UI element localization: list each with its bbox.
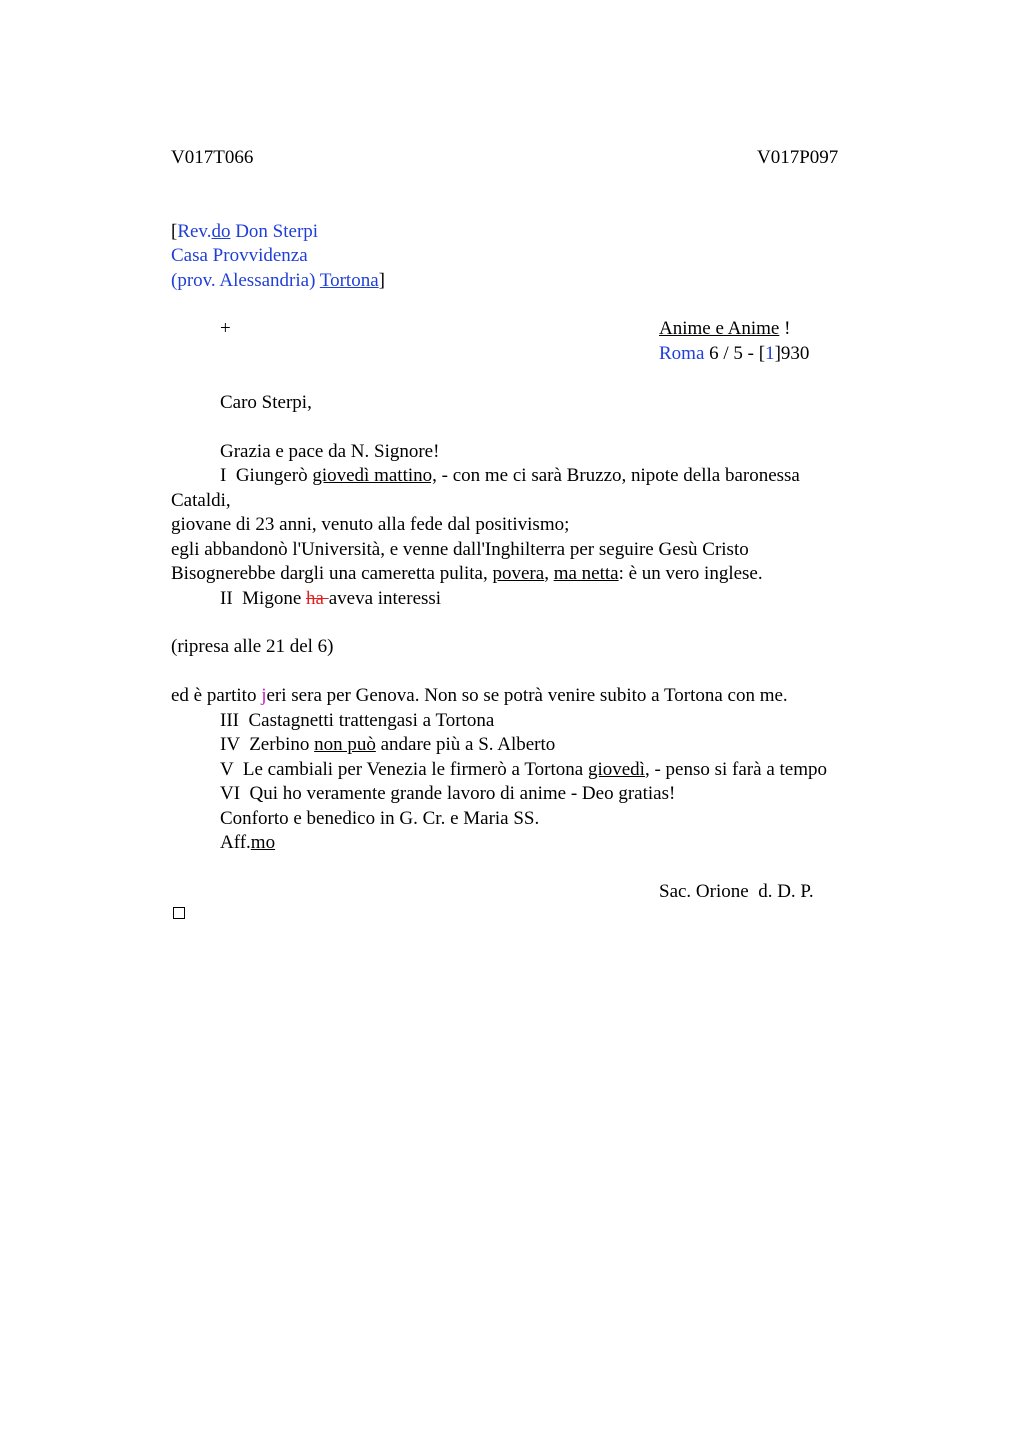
paragraph-4 <box>220 733 555 757</box>
cross-symbol: + <box>220 318 231 339</box>
affectionately <box>220 831 275 855</box>
address-province: (prov. Alessandria) <box>171 270 320 291</box>
motto-end: ! <box>779 318 791 339</box>
p2-text-a: II Migone <box>220 588 307 609</box>
date-year-digit: 1 <box>765 343 775 364</box>
signature: Sac. Orione d. D. P. <box>659 881 814 902</box>
address-name: Don Sterpi <box>230 221 319 242</box>
p5-text-b: , - penso si farà a tempo <box>644 759 827 780</box>
paragraph-1-line-1 <box>220 464 800 488</box>
p5-underlined: giovedì <box>587 759 645 780</box>
p1-l5-underlined-1: povera <box>492 563 545 584</box>
paragraph-1-line-2: Cataldi, <box>171 490 231 511</box>
address-open-bracket: [ <box>171 221 178 242</box>
document-code-left: V017T066 <box>171 147 254 168</box>
address-rev: Rev. <box>177 221 212 242</box>
p1-l5-comma: , <box>544 563 554 584</box>
p4-text-a: IV Zerbino <box>220 734 315 755</box>
p4-text-b: andare più a S. Alberto <box>375 734 556 755</box>
p1-text-a: I Giungerò <box>220 465 313 486</box>
address-close-bracket: ] <box>378 270 385 291</box>
p2c-text-b: eri sera per Genova. Non so se potrà venire subito a Tortona con me. <box>266 685 788 706</box>
address-line-3 <box>171 269 385 293</box>
address-line-2: Casa Provvidenza <box>171 245 308 266</box>
document-code-right: V017P097 <box>757 147 839 168</box>
motto-text: Anime e Anime <box>659 318 780 339</box>
date-part-a: 6 / 5 - [ <box>704 343 766 364</box>
address-line-1 <box>171 220 318 244</box>
address-city: Tortona <box>319 270 379 291</box>
address-rev-sup: do <box>211 221 231 242</box>
end-marker-box <box>173 907 185 919</box>
p1-l5-text-a: Bisognerebbe dargli una cameretta pulita, <box>171 563 493 584</box>
date-part-b: ]930 <box>774 343 810 364</box>
p2-text-b: aveva interessi <box>328 588 442 609</box>
place: Roma <box>659 343 705 364</box>
p1-l5-underlined-2: ma netta <box>553 563 619 584</box>
motto <box>659 317 790 341</box>
place-date <box>659 342 809 366</box>
paragraph-1-line-3: giovane di 23 anni, venuto alla fede dal positivismo; <box>171 514 570 535</box>
p2c-inserted-letter: j <box>261 685 267 706</box>
paragraph-1-line-5 <box>171 562 763 586</box>
paragraph-2-continuation <box>171 684 788 708</box>
p2c-text-a: ed è partito <box>171 685 262 706</box>
p4-underlined: non può <box>314 734 376 755</box>
p1-underlined: giovedì mattino, <box>312 465 437 486</box>
p5-text-a: V Le cambiali per Venezia le firmerò a Tortona <box>220 759 588 780</box>
paragraph-2-line-1 <box>220 587 441 611</box>
aff-sup: mo <box>250 832 276 853</box>
paragraph-6: VI Qui ho veramente grande lavoro di anime - Deo gratias! <box>220 783 676 804</box>
p2-struck-text: ha <box>306 588 329 609</box>
closing-blessing: Conforto e benedico in G. Cr. e Maria SS. <box>220 808 540 829</box>
greeting: Grazia e pace da N. Signore! <box>220 441 440 462</box>
aff-text: Aff. <box>220 832 251 853</box>
paragraph-3: III Castagnetti trattengasi a Tortona <box>220 710 495 731</box>
salutation: Caro Sterpi, <box>220 392 312 413</box>
resume-note: (ripresa alle 21 del 6) <box>171 636 334 657</box>
p1-text-b: - con me ci sarà Bruzzo, nipote della baronessa <box>436 465 800 486</box>
p1-l5-text-b: : è un vero inglese. <box>618 563 763 584</box>
paragraph-1-line-4: egli abbandonò l'Università, e venne dall'Inghilterra per seguire Gesù Cristo <box>171 539 749 560</box>
paragraph-5 <box>220 758 827 782</box>
